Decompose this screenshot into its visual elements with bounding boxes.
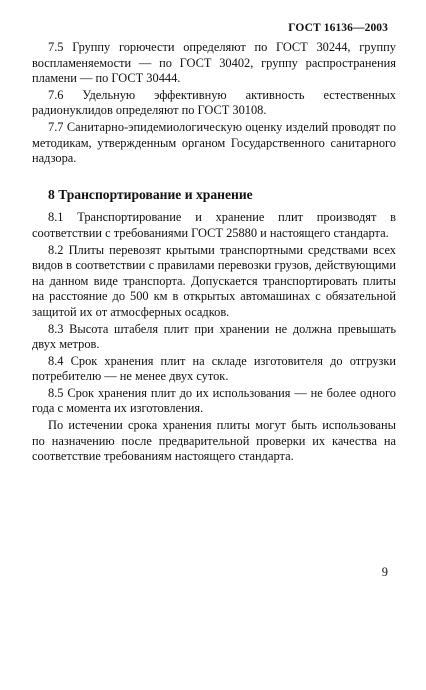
document-header: ГОСТ 16136—2003 — [288, 22, 388, 34]
document-body — [32, 40, 396, 466]
section-8-title: 8 Транспортирование и хранение — [48, 186, 253, 202]
paragraph-8-2: 8.2 Плиты перевозят крытыми транспортными средствами всех видов в соответствии с правилами перевозки грузов, действующими на данном виде транспорта. Допускается транспортировать плиты на расстояние до 500 км в открытых автомашинах с обязательной защитой их от атмосферных осадков. — [32, 242, 396, 319]
paragraph-8-4: 8.4 Срок хранения плит на складе изготовителя до отгрузки потребителю — не менее двух суток. — [32, 353, 396, 384]
paragraph-8-1: 8.1 Транспортирование и хранение плит производят в соответствии с требованиями ГОСТ 25880 и настоящего стандарта. — [32, 210, 396, 240]
paragraph-7-5: 7.5 Группу горючести определяют по ГОСТ 30244, группу воспламеняемости — по ГОСТ 30402, группу распространения пламени — по ГОСТ 30444. — [32, 40, 396, 86]
paragraph-8-3: 8.3 Высота штабеля плит при хранении не должна превышать двух метров. — [32, 321, 396, 352]
page-number: 9 — [381, 565, 388, 579]
paragraph-7-6: 7.6 Удельную эффективную активность естественных радионуклидов определяют по ГОСТ 30108. — [32, 87, 396, 118]
paragraph-8-5: 8.5 Срок хранения плит до их использования — не более одного года с момента их изготовления. — [32, 385, 396, 416]
paragraph-storage-expiry: По истечении срока хранения плиты могут быть использованы по назначению после предварительной проверки их качества на соответствие требованиям настоящего стандарта. — [32, 418, 396, 464]
paragraph-7-7: 7.7 Санитарно-эпидемиологическую оценку изделий проводят по методикам, утвержденным органом Государственного санитарного надзора. — [32, 119, 396, 166]
